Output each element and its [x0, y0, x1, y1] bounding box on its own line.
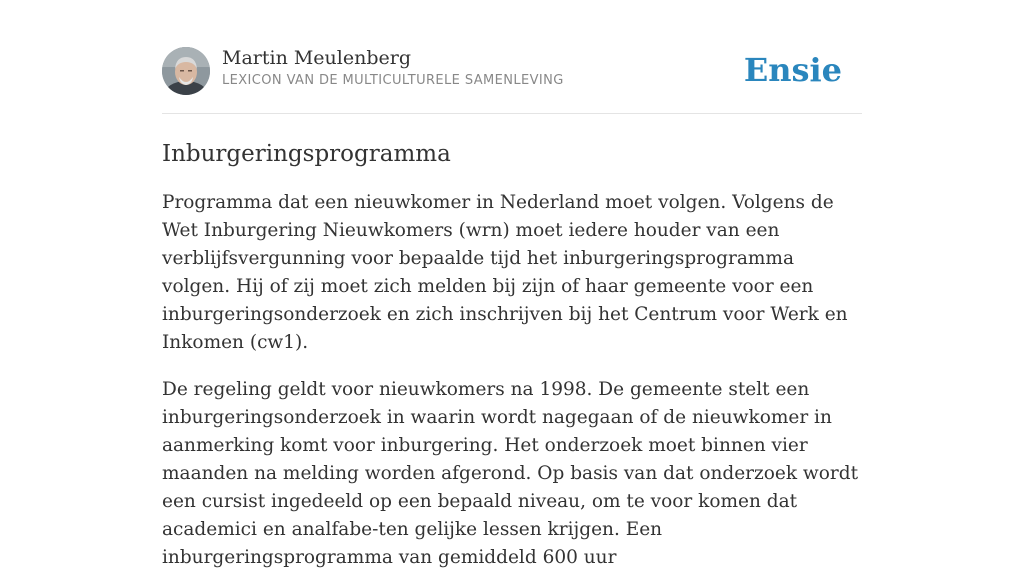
author-name[interactable]: Martin Meulenberg [222, 47, 411, 69]
avatar-portrait-icon [162, 47, 210, 95]
article-header [162, 0, 862, 114]
article-paragraph: De regeling geldt voor nieuwkomers na 1998. De gemeente stelt een inburgeringsonderzoek in waarin wordt nagegaan of de nieuwkomer in aanmerking komt voor inburgering. Het onderzoek moet binnen vier maanden na melding worden afgerond. Op basis van dat onderzoek wordt een cursist ingedeeld op een bepaald niveau, om te voor komen dat academici en analfabe-ten gelijke lessen krijgen. Een inburgeringsprogramma van gemiddeld 600 uur [162, 379, 859, 568]
author-info [222, 46, 564, 90]
brand-logo[interactable]: Ensie [743, 51, 842, 89]
article-page [162, 0, 862, 572]
article-paragraph: Programma dat een nieuwkomer in Nederland moet volgen. Volgens de Wet Inburgering Nieuwkomers (wrn) moet iedere houder van een verblijfsvergunning voor bepaalde tijd het inburgeringsprogramma volgen. Hij of zij moet zich melden bij zijn of haar gemeente voor een inburgeringsonderzoek en zich inschrijven bij het Centrum voor Werk en Inkomen (cw1). [162, 192, 848, 353]
article-title: Inburgeringsprogramma [162, 141, 451, 167]
author-publication[interactable]: LEXICON VAN DE MULTICULTURELE SAMENLEVING [222, 73, 564, 88]
article-body [162, 189, 862, 572]
author-avatar[interactable] [162, 47, 210, 95]
